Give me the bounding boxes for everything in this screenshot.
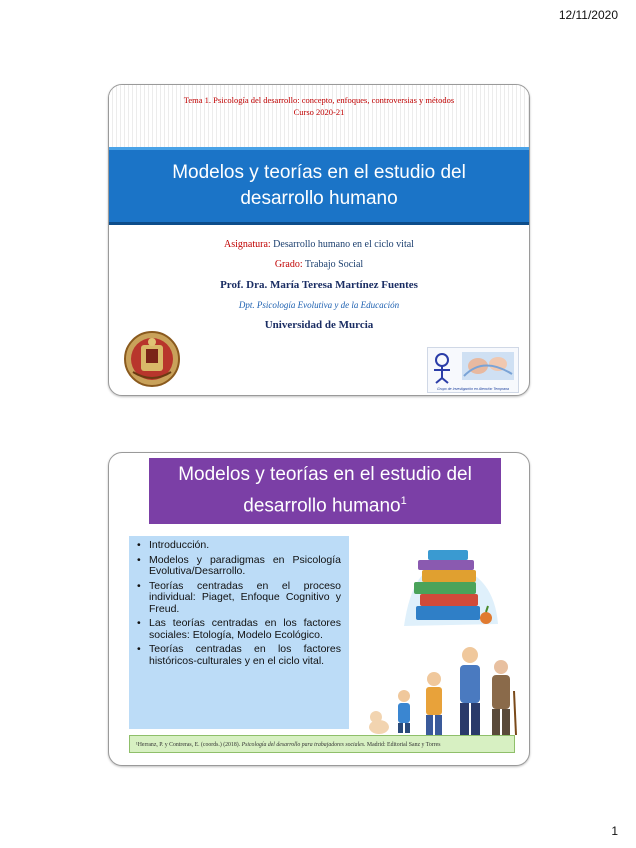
list-item: • Teorías centradas en los factores históricos-culturales y en el ciclo vital.	[149, 644, 341, 667]
university-seal-icon	[121, 330, 183, 388]
department-name: Dpt. Psicología Evolutiva y de la Educación	[238, 300, 400, 310]
slide-2-title-line-1: Modelos y teorías en el estudio del	[178, 464, 472, 486]
university-name: Universidad de Murcia	[264, 319, 374, 331]
research-group-logo-icon	[428, 348, 518, 384]
citation-title: Psicología del desarrollo para trabajadores sociales.	[241, 742, 366, 748]
slide-2-title-line-2	[149, 488, 501, 519]
degree-line	[109, 255, 529, 275]
contents-list	[129, 536, 349, 729]
slide-1-info	[109, 235, 529, 335]
slide-1-title-band	[109, 147, 529, 225]
title-footnote-marker: 1	[400, 495, 407, 508]
professor-name: Prof. Dra. María Teresa Martínez Fuentes	[220, 279, 418, 291]
citation-publisher: Madrid: Editorial Sanz y Torres	[365, 742, 441, 748]
subject-value: Desarrollo humano en el ciclo vital	[270, 239, 414, 250]
slide-1	[108, 84, 530, 396]
subject-label: Asignatura:	[224, 239, 271, 250]
slide-2-title	[149, 458, 501, 524]
slide-2	[108, 452, 530, 766]
degree-label: Grado:	[274, 259, 303, 270]
topic-line	[109, 94, 529, 118]
books-illustration-icon	[394, 536, 506, 636]
subject-line	[109, 235, 529, 255]
research-group-logo	[427, 347, 519, 393]
list-item: • Modelos y paradigmas en Psicología Evolutiva/Desarrollo.	[149, 555, 341, 578]
slide-1-title-line-1: Modelos y teorías en el estudio del	[172, 162, 466, 183]
list-item: • Las teorías centradas en los factores sociales: Etología, Modelo Ecológico.	[149, 618, 341, 641]
page-number: 1	[611, 824, 618, 838]
citation-authors: ¹Herranz, P. y Contreras, E. (coords.) (2018).	[136, 742, 242, 748]
research-group-caption: Grupo de Investigación en Atención Temprana	[437, 387, 509, 391]
topic-line-2: Curso 2020-21	[293, 107, 345, 117]
slide-2-title-line-2-text: desarrollo humano	[243, 495, 401, 517]
list-item: • Teorías centradas en el proceso individual: Piaget, Enfoque Cognitivo y Freud.	[149, 581, 341, 616]
life-stages-illustration-icon	[364, 641, 519, 737]
degree-value: Trabajo Social	[302, 259, 364, 270]
slide-1-title-line-2: desarrollo humano	[240, 188, 398, 209]
topic-line-1: Tema 1. Psicología del desarrollo: concepto, enfoques, controversias y métodos	[183, 95, 455, 105]
slide-1-header	[109, 85, 529, 147]
list-item: • Introducción.	[149, 540, 341, 552]
print-date: 12/11/2020	[558, 8, 618, 22]
citation-footnote	[129, 735, 515, 753]
